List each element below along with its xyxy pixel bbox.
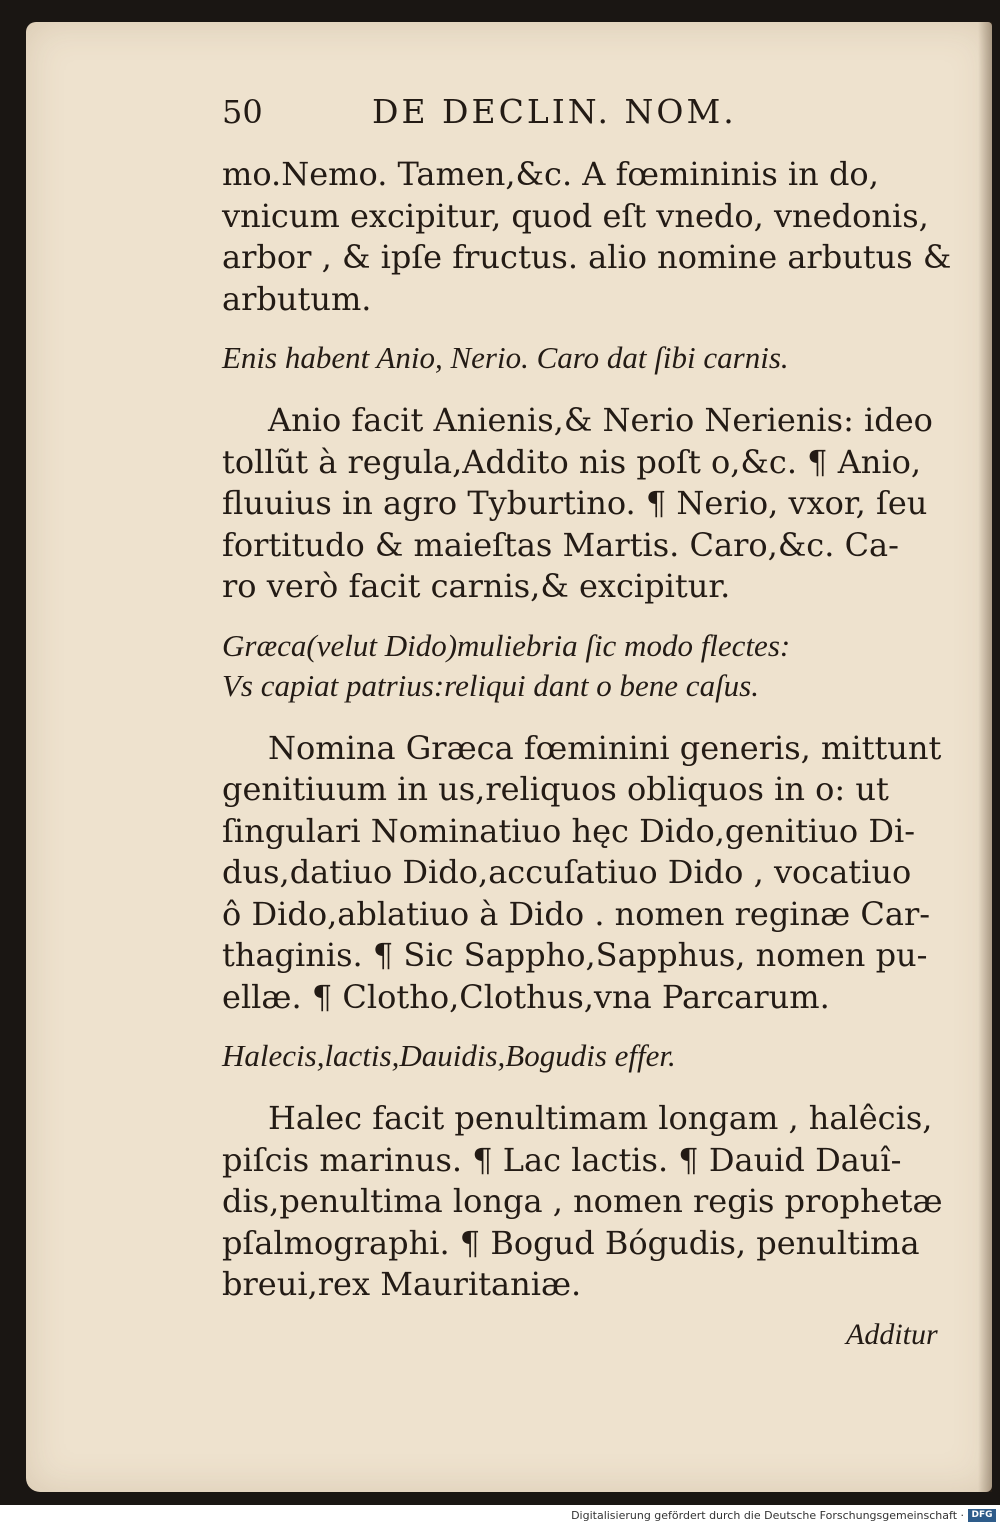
text-line: tollũt à regula,Addito nis poſt o,&c. ¶ Anio,	[222, 442, 922, 481]
text-line: fluuius in agro Tyburtino. ¶ Nerio, vxor, ſeu	[222, 484, 928, 522]
text-line: Halec facit penultimam longam , halêcis,	[268, 1099, 933, 1137]
paragraph-2	[222, 400, 942, 608]
page-header	[222, 92, 942, 154]
digitization-footer	[0, 1505, 1000, 1527]
text-line: mo.Nemo. Tamen,&c. A fœmininis in do,	[222, 155, 879, 193]
text-line: piſcis marinus. ¶ Lac lactis. ¶ Dauid Dauî-	[222, 1140, 902, 1179]
text-line: arbor , & ipſe fructus. alio nomine arbutus &	[222, 238, 952, 276]
paragraph-1	[222, 154, 952, 320]
text-line: vnicum excipitur, quod eſt vnedo, vnedonis,	[222, 196, 929, 235]
verse-rule-2	[222, 626, 942, 706]
text-line: breui,rex Mauritaniæ.	[222, 1265, 582, 1303]
verse-line: Halecis,lactis,Dauidis,Bogudis effer.	[222, 1038, 676, 1073]
text-line: ô Dido,ablatiuo à Dido . nomen reginæ Car-	[222, 894, 931, 933]
paragraph-3	[222, 728, 942, 1019]
text-line: dis,penultima longa , nomen regis prophetæ	[222, 1182, 943, 1220]
text-line: ro verò facit carnis,& excipitur.	[222, 567, 731, 605]
text-line: ſingulari Nominatiuo hęc Dido,genitiuo Di-	[222, 811, 916, 850]
catchword: Additur	[846, 1318, 938, 1351]
text-line: fortitudo & maieſtas Martis. Caro,&c. Ca-	[222, 525, 899, 564]
footer-credit: Digitalisierung gefördert durch die Deutsche Forschungsgemeinschaft ·	[571, 1509, 964, 1522]
verse-rule-1	[222, 338, 942, 378]
running-head: DE DECLIN. NOM.	[372, 92, 737, 131]
verse-line: Enis habent Anio, Nerio. Caro dat ſibi carnis.	[222, 340, 789, 375]
text-line: pſalmographi. ¶ Bogud Bógudis, penultima	[222, 1223, 920, 1262]
text-line: genitiuum in us,reliquos obliquos in o: ut	[222, 770, 889, 808]
verse-line: Græca(velut Dido)muliebria ſic modo flectes:	[222, 627, 791, 663]
dfg-logo-icon: DFG	[968, 1509, 996, 1522]
text-line: arbutum.	[222, 279, 372, 318]
text-line: Nomina Græca fœminini generis, mittunt	[268, 728, 942, 767]
paragraph-4	[222, 1098, 942, 1306]
text-line: Anio facit Anienis,& Nerio Nerienis: ideo	[268, 401, 933, 439]
page-gutter-shadow	[978, 22, 992, 1492]
text-line: ellæ. ¶ Clotho,Clothus,vna Parcarum.	[222, 977, 830, 1016]
verse-line: Vs capiat patrius:reliqui dant o bene caſus.	[222, 667, 759, 703]
text-line: dus,datiuo Dido,accuſatiuo Dido , vocatiuo	[222, 853, 912, 891]
verse-rule-3	[222, 1036, 942, 1076]
book-page	[26, 22, 992, 1492]
page-number: 50	[222, 93, 263, 131]
page-text-block	[222, 92, 952, 1306]
text-line: thaginis. ¶ Sic Sappho,Sapphus, nomen pu-	[222, 936, 928, 974]
